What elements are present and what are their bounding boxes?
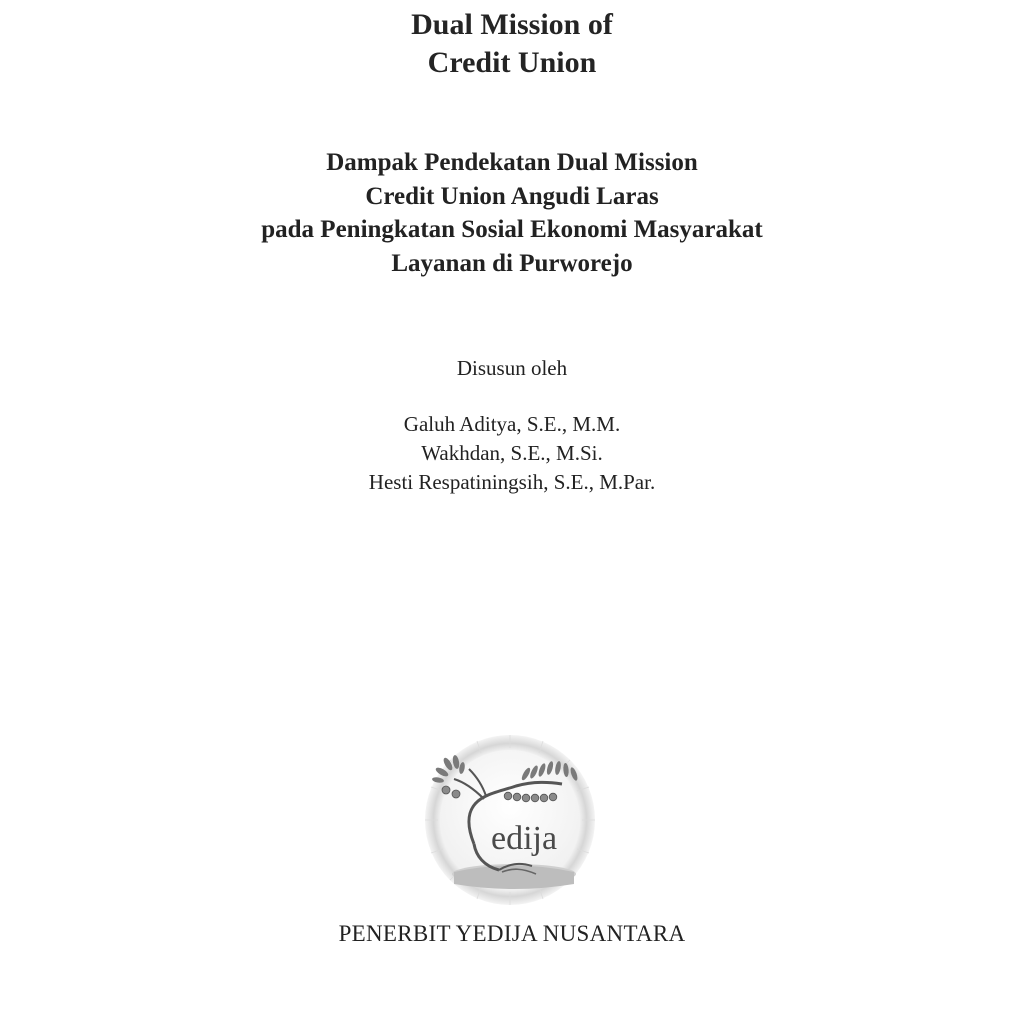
subtitle-line-4: Layanan di Purworejo: [391, 249, 633, 277]
author-name: Wakhdan, S.E., M.Si.: [421, 441, 603, 465]
subtitle-line-2: Credit Union Angudi Laras: [365, 182, 659, 210]
author-name: Hesti Respatiningsih, S.E., M.Par.: [368, 470, 656, 494]
subtitle-line-1: Dampak Pendekatan Dual Mission: [326, 149, 698, 176]
logo-wordmark: edija: [491, 820, 558, 857]
book-title-line-2: Credit Union: [427, 46, 597, 79]
compiled-by-label: Disusun oleh: [456, 356, 568, 380]
publisher-name: PENERBIT YEDIJA NUSANTARA: [338, 921, 686, 946]
tree-logo-icon: [424, 734, 596, 906]
book-title: [0, 6, 1024, 82]
author-list: [0, 410, 1024, 497]
subtitle-line-3: pada Peningkatan Sosial Ekonomi Masyarakat: [261, 216, 763, 243]
book-subtitle: [0, 146, 1024, 280]
author-name: Galuh Aditya, S.E., M.M.: [403, 412, 621, 436]
book-title-line-1: Dual Mission of: [411, 8, 613, 41]
